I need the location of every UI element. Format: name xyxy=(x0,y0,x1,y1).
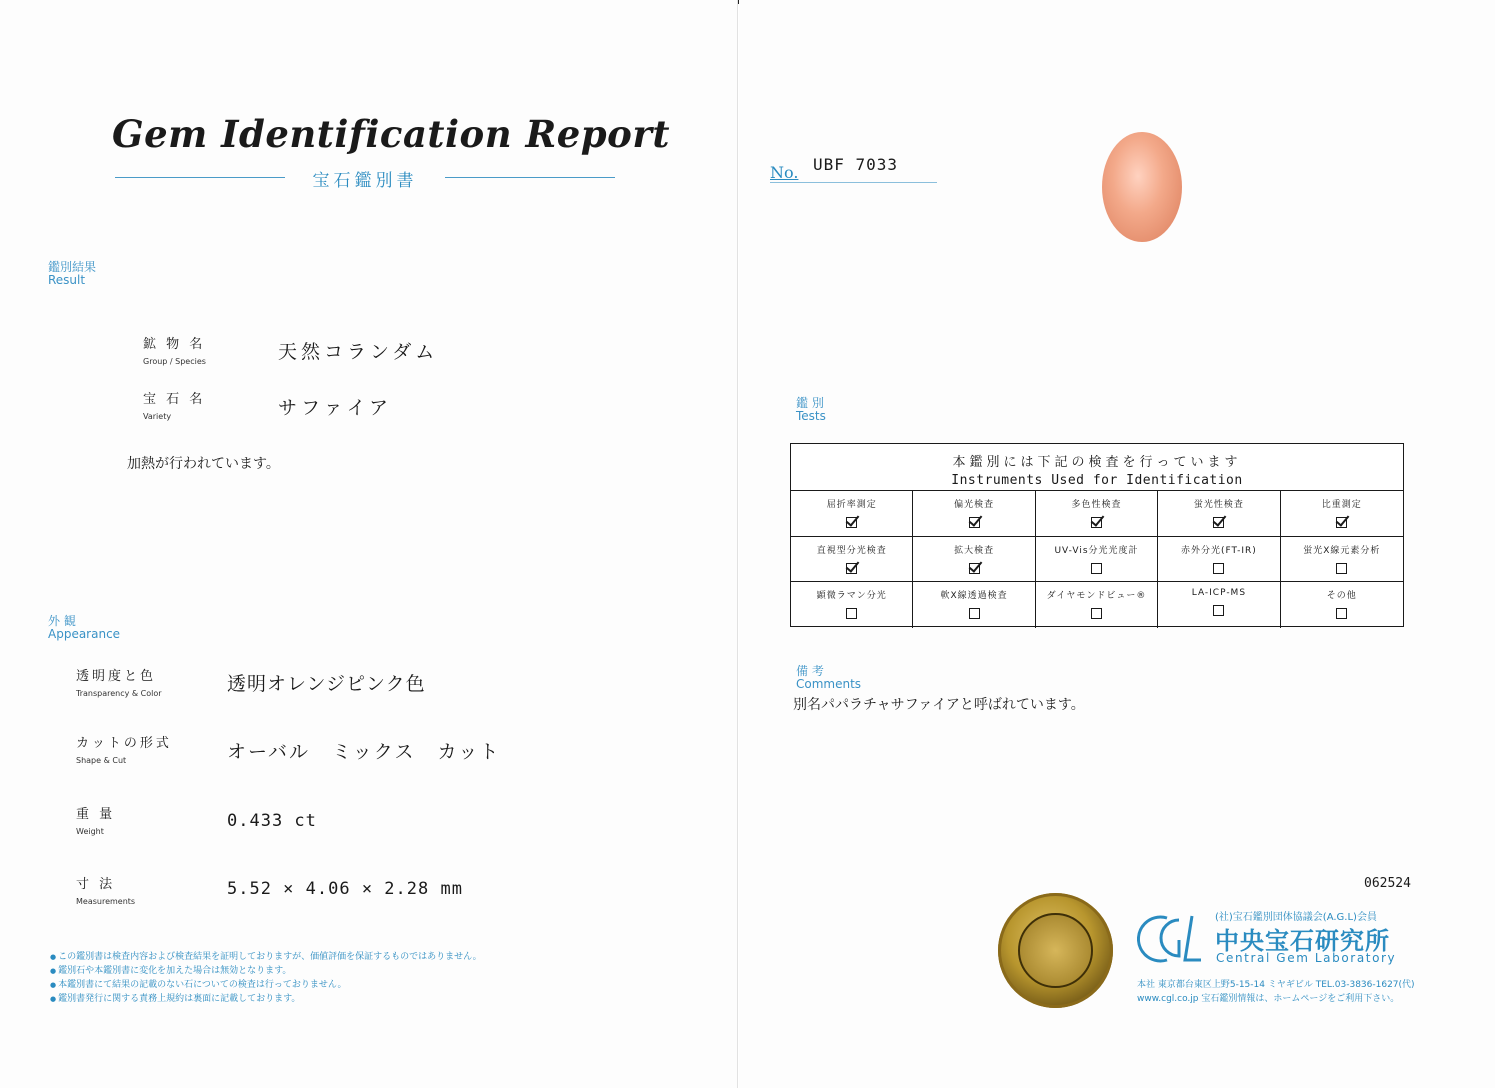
shape-label xyxy=(76,732,172,765)
test-cell xyxy=(1036,582,1158,628)
shape-label-jp: カットの形式 xyxy=(76,736,172,751)
comments-section-jp: 備 考 xyxy=(796,664,824,678)
transparency-value: 透明オレンジピンク色 xyxy=(227,673,426,695)
disclaimer-item: ● この鑑別書は検査内容および検査結果を証明しておりますが、価値評価を保証するものではありません。 xyxy=(50,950,482,964)
weight-label xyxy=(76,803,115,836)
tests-section-label xyxy=(796,397,826,423)
result-section-en: Result xyxy=(48,273,86,288)
appearance-section-label xyxy=(48,615,120,641)
disclaimer-item: ● 本鑑別書にて結果の記載のない石についての検査は行っておりません。 xyxy=(50,978,482,992)
gem-photo xyxy=(1102,132,1182,242)
test-label: 蛍光性検査 xyxy=(1193,500,1244,510)
test-label: 比重測定 xyxy=(1321,500,1362,510)
test-cell xyxy=(913,537,1035,583)
mineral-value: 天然コランダム xyxy=(278,341,439,363)
weight-label-jp: 重 量 xyxy=(76,807,116,822)
unchecked-box-icon xyxy=(1213,605,1224,616)
unchecked-box-icon xyxy=(1213,563,1224,574)
gem-value: サファイア xyxy=(278,397,393,419)
result-section-jp: 鑑別結果 xyxy=(48,260,97,274)
checked-box-icon xyxy=(1213,517,1224,528)
test-cell xyxy=(1036,491,1158,537)
report-subtitle: 宝石鑑別書 xyxy=(312,171,418,191)
transparency-label xyxy=(76,665,162,698)
comment-text: 別名パパラチャサファイアと呼ばれています。 xyxy=(793,697,1085,713)
transparency-label-en: Transparency & Color xyxy=(76,689,162,698)
lab-address: 本社 東京都台東区上野5-15-14 ミヤギビル TEL.03-3836-1627(代) xyxy=(1137,980,1415,990)
lab-contact xyxy=(1137,978,1415,1006)
test-label: 拡大検査 xyxy=(954,545,995,556)
lab-website: www.cgl.co.jp 宝石鑑別情報は、ホームページをご利用下さい。 xyxy=(1137,994,1400,1004)
test-label: UV-Vis分光光度計 xyxy=(1054,545,1139,556)
tests-header-jp: 本鑑別には下記の検査を行っています xyxy=(952,455,1242,470)
mineral-label-jp: 鉱 物 名 xyxy=(143,337,206,352)
disclaimer-item: ● 鑑別書発行に関する責務上規約は裏面に記載しております。 xyxy=(50,992,482,1006)
test-label: 直視型分光検査 xyxy=(816,545,887,556)
shape-label-en: Shape & Cut xyxy=(76,756,127,765)
test-cell xyxy=(1158,491,1280,537)
report-number-value: UBF 7033 xyxy=(813,155,899,174)
tests-table-header xyxy=(791,444,1403,491)
checked-box-icon xyxy=(846,517,857,528)
test-cell xyxy=(791,491,913,537)
test-cell xyxy=(1281,537,1403,583)
test-cell xyxy=(1036,537,1158,583)
comments-section-label xyxy=(796,665,861,691)
lab-name-jp: 中央宝石研究所 xyxy=(1215,927,1390,955)
weight-label-en: Weight xyxy=(76,827,104,836)
report-number-label: No. xyxy=(770,163,799,182)
appearance-section-en: Appearance xyxy=(48,627,121,642)
result-section-label xyxy=(48,261,96,287)
unchecked-box-icon xyxy=(1091,563,1102,574)
unchecked-box-icon xyxy=(1336,563,1347,574)
test-label: 蛍光X線元素分析 xyxy=(1303,545,1381,556)
disclaimer-item: ● 鑑別石や本鑑別書に変化を加えた場合は無効となります。 xyxy=(50,964,482,978)
test-cell xyxy=(913,491,1035,537)
checked-box-icon xyxy=(969,517,980,528)
appearance-section-jp: 外 観 xyxy=(48,614,76,628)
subtitle-row xyxy=(115,166,615,190)
gem-label xyxy=(143,388,205,421)
gem-label-jp: 宝 石 名 xyxy=(143,392,206,407)
seal-inner xyxy=(1018,913,1093,988)
left-page xyxy=(0,0,738,1088)
tests-table xyxy=(790,443,1404,627)
tests-header-en: Instruments Used for Identification xyxy=(951,473,1243,488)
disclaimer-list xyxy=(50,950,482,1006)
test-cell xyxy=(791,582,913,628)
measure-label-en: Measurements xyxy=(76,897,136,906)
measure-value: 5.52 × 4.06 × 2.28 mm xyxy=(227,879,463,899)
cgl-logo-icon xyxy=(1137,910,1203,965)
lab-name-en: Central Gem Laboratory xyxy=(1216,951,1397,965)
tests-section-en: Tests xyxy=(796,409,826,424)
association-text: (社)宝石鑑別団体協議会(A.G.L)会員 xyxy=(1215,912,1377,923)
test-cell xyxy=(1158,582,1280,628)
test-cell xyxy=(913,582,1035,628)
test-label: 顕微ラマン分光 xyxy=(816,591,887,602)
test-label: 赤外分光(FT-IR) xyxy=(1180,545,1257,556)
mineral-label-en: Group / Species xyxy=(143,357,206,366)
unchecked-box-icon xyxy=(1091,608,1102,619)
checked-box-icon xyxy=(1336,517,1347,528)
test-label: 多色性検査 xyxy=(1071,500,1122,510)
test-label: 偏光検査 xyxy=(954,500,995,510)
test-cell xyxy=(1281,582,1403,628)
treatment-note: 加熱が行われています。 xyxy=(127,456,280,472)
tests-grid xyxy=(791,491,1403,628)
subtitle-line-left xyxy=(115,177,285,178)
subtitle-line-right xyxy=(445,177,615,178)
gem-label-en: Variety xyxy=(143,412,172,421)
report-title: Gem Identification Report xyxy=(112,112,670,156)
test-cell xyxy=(1158,537,1280,583)
tests-section-jp: 鑑 別 xyxy=(796,396,824,410)
comments-section-en: Comments xyxy=(796,677,862,692)
unchecked-box-icon xyxy=(969,608,980,619)
weight-value: 0.433 ct xyxy=(227,811,317,831)
unchecked-box-icon xyxy=(846,608,857,619)
gold-seal-icon xyxy=(998,893,1113,1008)
test-cell xyxy=(1281,491,1403,537)
test-label: LA-ICP-MS xyxy=(1191,588,1247,599)
checked-box-icon xyxy=(1091,517,1102,528)
measure-label xyxy=(76,873,135,906)
test-label: その他 xyxy=(1326,591,1357,602)
test-label: 軟X線透過検査 xyxy=(940,591,1008,602)
mineral-label xyxy=(143,333,206,366)
test-label: 屈折率測定 xyxy=(826,500,877,510)
checked-box-icon xyxy=(969,563,980,574)
shape-value: オーバル ミックス カット xyxy=(227,741,501,763)
unchecked-box-icon xyxy=(1336,608,1347,619)
test-label: ダイヤモンドビュー® xyxy=(1046,591,1147,602)
report-number-row xyxy=(770,155,937,183)
serial-number: 062524 xyxy=(1364,876,1411,891)
measure-label-jp: 寸 法 xyxy=(76,877,116,892)
transparency-label-jp: 透明度と色 xyxy=(76,669,157,684)
test-cell xyxy=(791,537,913,583)
checked-box-icon xyxy=(846,563,857,574)
